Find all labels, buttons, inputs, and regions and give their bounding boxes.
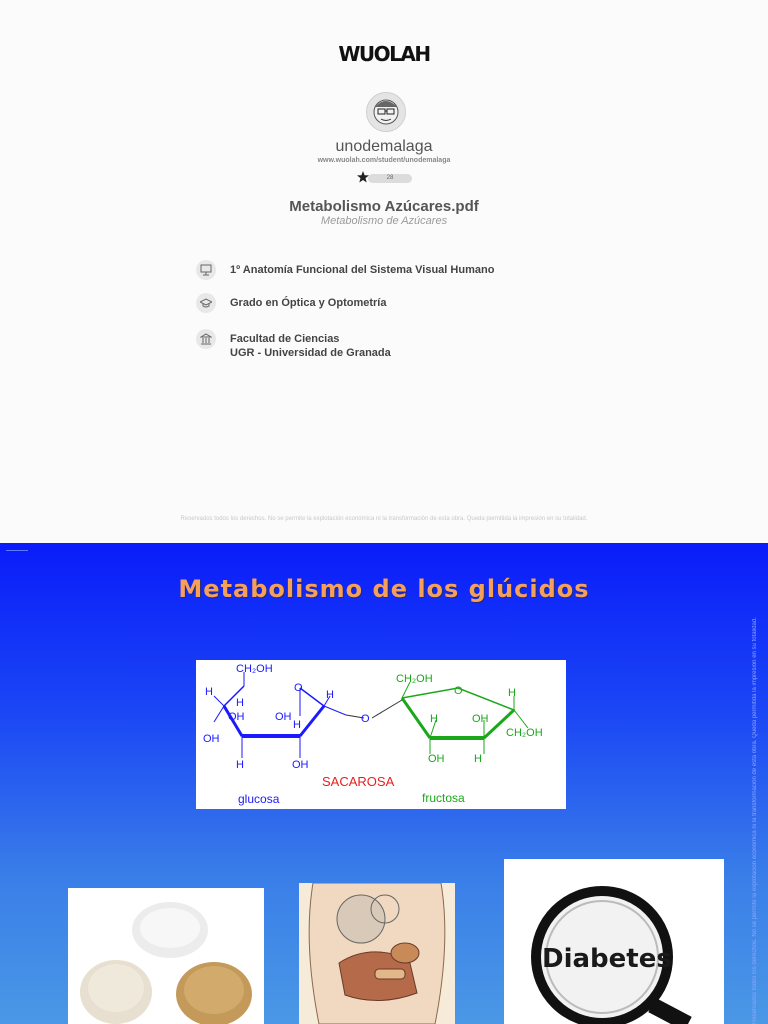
atom-label: H	[326, 689, 334, 701]
atom-label: H	[508, 687, 516, 699]
atom-label: CH₂OH	[236, 663, 273, 675]
atom-label: OH	[472, 713, 489, 725]
atom-label: CH₂OH	[396, 673, 433, 685]
diabetes-photo	[504, 859, 724, 1024]
avatar[interactable]	[366, 92, 406, 132]
document-subtitle: Metabolismo de Azúcares	[320, 215, 448, 227]
side-rights-notice: Reservados todos los derechos. No se permite la explotación económica ni la transformación de esta obra. Queda permitida la impresión en su totalidad.	[752, 617, 758, 1024]
atom-label: O	[361, 713, 370, 725]
university-line: UGR - Universidad de Granada	[230, 347, 391, 359]
slide-title: Metabolismo de los glúcidos	[178, 575, 590, 603]
faculty-line: Facultad de Ciencias	[230, 333, 340, 345]
atom-label: OH	[203, 733, 220, 745]
faculty-name	[230, 332, 590, 360]
atom-label: H	[205, 686, 213, 698]
atom-label: H	[430, 713, 438, 725]
graduation-cap-icon	[196, 293, 216, 313]
atom-label: H	[236, 697, 244, 709]
sucrose-diagram	[196, 660, 566, 809]
atom-label: OH	[228, 711, 245, 723]
pancreas-illustration	[299, 883, 455, 1024]
user-url[interactable]: www.wuolah.com/student/unodemalaga	[317, 157, 451, 164]
atom-label: O	[454, 685, 463, 697]
rights-notice: Reservados todos los derechos. No se permite la explotación económica ni la transformación de esta obra. Queda permitida la impresión en su totalidad.	[180, 516, 588, 522]
document-title: Metabolismo Azúcares.pdf	[289, 198, 479, 215]
subject-name: 1º Anatomía Funcional del Sistema Visual Humano	[230, 264, 495, 276]
avatar-face-icon	[367, 93, 405, 131]
rating-count: 28	[368, 174, 412, 183]
atom-label: O	[294, 682, 303, 694]
degree-name: Grado en Óptica y Optometría	[230, 297, 387, 309]
username[interactable]: unodemalaga	[335, 138, 433, 155]
atom-label: OH	[292, 759, 309, 771]
sucrose-label: SACAROSA	[322, 774, 395, 789]
diabetes-text: Diabetes	[542, 944, 672, 974]
divider	[6, 550, 28, 551]
wuolah-logo[interactable]: WUOLAH	[338, 42, 430, 66]
atom-label: H	[293, 719, 301, 731]
atom-label: H	[236, 759, 244, 771]
atom-label: OH	[428, 753, 445, 765]
atom-label: CH₂OH	[506, 727, 543, 739]
slide	[0, 543, 768, 1024]
building-icon	[196, 329, 216, 349]
atom-label: H	[474, 753, 482, 765]
atom-label: OH	[275, 711, 292, 723]
glucose-label: glucosa	[238, 792, 280, 806]
presentation-icon	[196, 260, 216, 280]
sugar-powders-photo	[68, 888, 264, 1024]
fructose-label: fructosa	[422, 791, 465, 805]
